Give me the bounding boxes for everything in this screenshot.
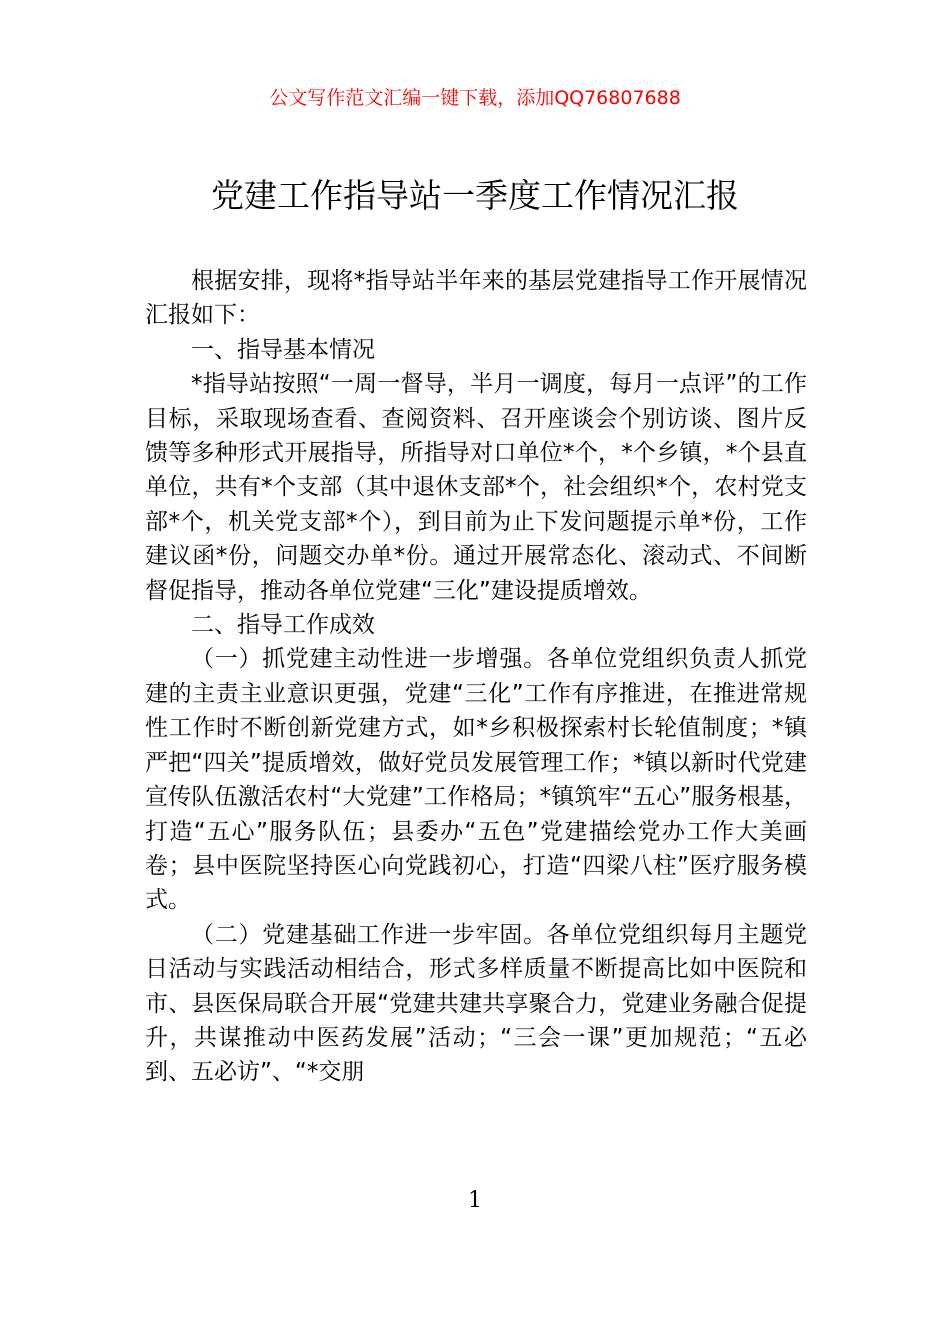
document-body [145, 264, 807, 1090]
document-title: 党建工作指导站一季度工作情况汇报 [211, 176, 739, 215]
section-heading-2: 二、指导工作成效 [191, 612, 375, 639]
intro-paragraph: 根据安排，现将*指导站半年来的基层党建指导工作开展情况汇报如下： [145, 268, 807, 329]
body-paragraph: （二）党建基础工作进一步牢固。各单位党组织每月主题党日活动与实践活动相结合，形式多样质量不断提高比如中医院和市、县医保局联合开展“党建共建共享聚合力，党建业务融合促提升，共谋推动中医药发展”活动；“三会一课”更加规范；“五必到、五必访”、“*交朋 [145, 921, 807, 1086]
body-paragraph: （一）抓党建主动性进一步增强。各单位党组织负责人抓党建的主责主业意识更强，党建“三化”工作有序推进，在推进常规性工作时不断创新党建方式，如*乡积极探索村长轮值制度；*镇严把“四关”提质增效，做好党员发展管理工作；*镇以新时代党建宣传队伍激活农村“大党建”工作格局；*镇筑牢“五心”服务根基，打造“五心”服务队伍；县委办“五色”党建描绘党办工作大美画卷；县中医院坚持医心向党践初心，打造“四梁八柱”医疗服务模式。 [145, 646, 807, 914]
download-notice: 公文写作范文汇编一键下载，添加QQ76807688 [269, 87, 681, 109]
page-number: 1 [468, 1188, 482, 1213]
body-paragraph: *指导站按照“一周一督导，半月一调度，每月一点评”的工作目标，采取现场查看、查阅资料、召开座谈会个别访谈、图片反馈等多种形式开展指导，所指导对口单位*个，*个乡镇，*个县直单位，共有*个支部（其中退休支部*个，社会组织*个，农村党支部*个，机关党支部*个），到目前为止下发问题提示单*份，工作建议函*份，问题交办单*份。通过开展常态化、滚动式、不间断督促指导，推动各单位党建“三化”建设提质增效。 [145, 371, 807, 604]
section-heading-1: 一、指导基本情况 [191, 336, 375, 363]
